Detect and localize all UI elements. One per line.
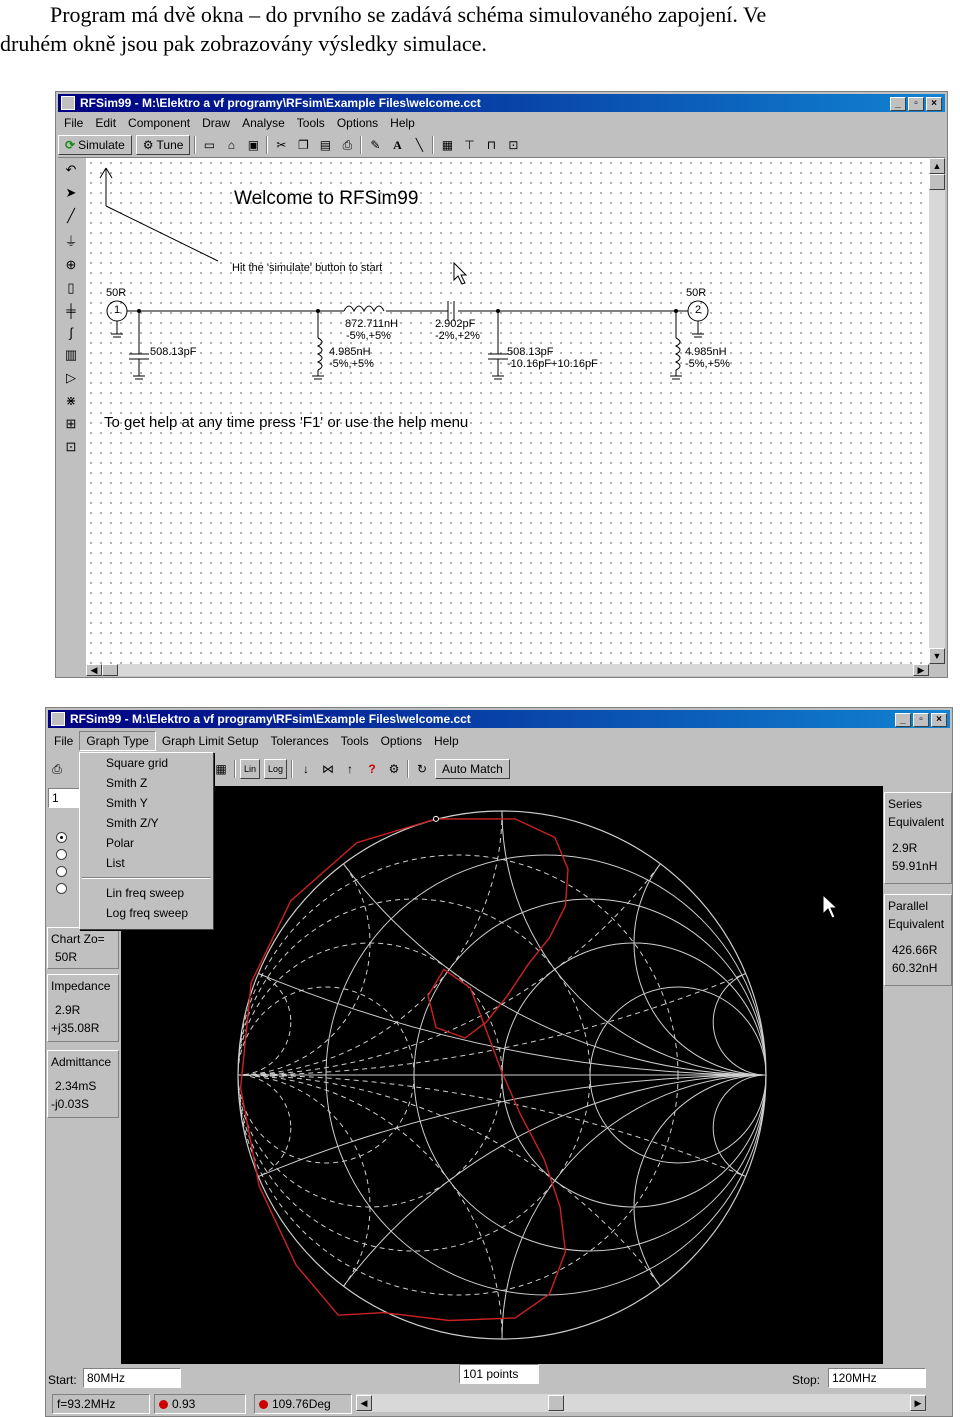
capacitor-icon[interactable]: ╪ xyxy=(66,303,76,318)
schematic-toolbar xyxy=(58,133,945,158)
menu-component[interactable]: Component xyxy=(128,116,191,130)
help-hint: To get help at any time press 'F1' or use the help menu xyxy=(104,414,469,431)
l-series-value: 872.711nH xyxy=(345,318,399,330)
graph-type-list[interactable]: List xyxy=(106,856,125,870)
scroll-up-button[interactable]: ▲ xyxy=(929,158,945,174)
menu-graph-limit-setup[interactable]: Graph Limit Setup xyxy=(161,734,259,748)
log-button[interactable] xyxy=(264,759,287,779)
reactance-arc xyxy=(238,786,883,1075)
print-icon[interactable]: ⎙ xyxy=(342,137,353,152)
schematic-canvas[interactable] xyxy=(86,158,929,664)
slider-right-button[interactable]: ▶ xyxy=(910,1395,926,1411)
parallel-label: Parallel xyxy=(888,899,929,913)
trace-radio-group xyxy=(56,832,67,894)
susceptance-arc xyxy=(121,786,883,1075)
trace-radio-4[interactable] xyxy=(56,883,67,894)
port1-label: 50R xyxy=(106,287,127,299)
menu-options[interactable]: Options xyxy=(336,116,379,130)
simulate-icon: ⟳ xyxy=(65,138,76,152)
parallel-equivalent-panel xyxy=(884,894,952,986)
c-shunt2-tolerance: -10.16pF+10.16pF xyxy=(507,358,598,370)
trace-radio-1[interactable] xyxy=(56,832,67,843)
graph-type-dropdown xyxy=(79,752,214,930)
graph-type-smith-y[interactable]: Smith Y xyxy=(106,796,148,810)
refresh-icon[interactable]: ↻ xyxy=(417,762,428,776)
reactance-arc xyxy=(634,1075,883,1339)
parallel-resistance: 426.66R xyxy=(892,943,938,957)
save-icon[interactable]: ▣ xyxy=(247,138,260,152)
pointer-icon[interactable]: ➤ xyxy=(65,185,77,200)
amplifier-icon[interactable]: ▷ xyxy=(66,370,76,385)
pen-icon[interactable]: ✎ xyxy=(370,138,381,152)
graph-type-square-grid[interactable]: Square grid xyxy=(106,756,169,770)
transformer-icon[interactable]: ▥ xyxy=(64,347,78,362)
auto-match-label: Auto Match xyxy=(442,762,503,776)
resistor-icon[interactable]: ▯ xyxy=(67,280,75,295)
toolbar-separator xyxy=(194,136,196,154)
smith-chart-area[interactable] xyxy=(121,786,883,1364)
admittance-real: 2.34mS xyxy=(55,1079,97,1093)
transmission-line xyxy=(107,301,708,379)
start-label: Start: xyxy=(48,1373,77,1387)
status-frequency xyxy=(52,1394,150,1414)
chart-zo-panel xyxy=(47,927,119,969)
c-series-tolerance: -2%,+2% xyxy=(435,330,480,342)
print-graph-icon[interactable]: ⎙ xyxy=(52,761,62,776)
simulate-button[interactable] xyxy=(58,135,132,155)
susceptance-arc xyxy=(121,1075,766,1364)
frequency-slider[interactable] xyxy=(356,1394,926,1412)
port2-label: 50R xyxy=(686,287,707,299)
series-resistance: 2.9R xyxy=(892,841,918,855)
results-titlebar[interactable] xyxy=(48,710,950,728)
menu-analyse[interactable]: Analyse xyxy=(242,116,285,130)
log-label: Log xyxy=(268,764,284,774)
stop-label: Stop: xyxy=(792,1373,821,1387)
impedance-panel xyxy=(47,974,119,1042)
reactance-arc xyxy=(238,1075,883,1364)
settings-icon[interactable]: ⚙ xyxy=(388,762,400,776)
menu-help[interactable]: Help xyxy=(433,734,459,748)
status-magnitude-value: 0.93 xyxy=(172,1397,196,1411)
slider-thumb[interactable] xyxy=(548,1395,564,1411)
menu-help[interactable]: Help xyxy=(390,116,415,130)
menu-file[interactable]: File xyxy=(54,734,74,748)
graph-type-log-sweep[interactable]: Log freq sweep xyxy=(106,906,189,920)
trace-number-value: 1 xyxy=(52,791,59,805)
impedance-label: Impedance xyxy=(51,979,111,993)
reactance-arc xyxy=(121,786,883,1075)
attenuator-icon[interactable]: ⊞ xyxy=(65,416,77,431)
lin-button[interactable] xyxy=(240,759,260,779)
status-magnitude xyxy=(154,1394,246,1414)
horizontal-scroll-thumb[interactable] xyxy=(102,664,118,676)
tune-icon: ⚙ xyxy=(142,138,154,152)
series-inductance: 59.91nH xyxy=(892,859,938,873)
minimize-button[interactable]: _ xyxy=(890,97,906,111)
chart-zo-value: 50R xyxy=(55,950,78,964)
scroll-down-button[interactable]: ▼ xyxy=(929,648,945,664)
port1-number: 1 xyxy=(114,304,121,316)
impedance-real: 2.9R xyxy=(55,1003,81,1017)
susceptance-arc xyxy=(121,1075,883,1364)
close-button[interactable]: × xyxy=(926,97,942,111)
schematic-title: RFSim99 - M:\Elektro a vf programy\RFsim\Example Files\welcome.cct xyxy=(80,96,481,110)
smith-chart xyxy=(121,786,883,1364)
l-shunt2-tolerance: -5%,+5% xyxy=(685,358,730,370)
points-value: 101 points xyxy=(463,1367,519,1381)
cut-icon[interactable]: ✂ xyxy=(276,138,287,152)
start-frequency-value: 80MHz xyxy=(87,1371,126,1385)
menu-tolerances[interactable]: Tolerances xyxy=(270,734,329,748)
close-button[interactable]: × xyxy=(931,713,947,727)
graph-type-smith-z[interactable]: Smith Z xyxy=(106,776,148,790)
toolbar-separator xyxy=(407,760,409,778)
welcome-title: Welcome to RFSim99 xyxy=(234,188,419,209)
tune-label: Tune xyxy=(156,138,184,152)
open-file-icon[interactable]: ⌂ xyxy=(227,138,236,152)
graph-type-lin-sweep[interactable]: Lin freq sweep xyxy=(106,886,185,900)
toolbar-separator xyxy=(291,760,293,778)
menu-edit[interactable]: Edit xyxy=(95,116,117,130)
trace-radio-2[interactable] xyxy=(56,849,67,860)
menu-separator xyxy=(82,877,211,879)
arrow-up-icon[interactable]: ↑ xyxy=(347,762,354,776)
component-palette xyxy=(60,162,82,455)
wire-icon[interactable]: ╱ xyxy=(67,208,75,223)
series-equivalent-label: Equivalent xyxy=(888,815,945,829)
port2-number: 2 xyxy=(695,304,702,316)
simulate-hint: Hit the 'simulate' button to start xyxy=(232,262,383,274)
menu-draw[interactable]: Draw xyxy=(202,116,231,130)
susceptance-arc xyxy=(121,786,766,1075)
status-angle-value: 109.76Deg xyxy=(272,1397,331,1411)
two-port-icon[interactable]: ⊡ xyxy=(65,439,77,454)
stripline-icon[interactable]: ⊓ xyxy=(486,138,497,152)
admittance-panel xyxy=(47,1050,119,1118)
intro-line-1: Program má dvě okna – do prvního se zadává schéma simulovaného zapojení. Ve xyxy=(50,2,767,27)
trace-radio-3[interactable] xyxy=(56,866,67,877)
text-tool-icon[interactable]: A xyxy=(393,137,402,152)
marker-dot-icon xyxy=(259,1400,268,1409)
reactance-arc xyxy=(502,786,883,1075)
schematic-window xyxy=(55,91,948,678)
new-file-icon[interactable]: ▭ xyxy=(203,138,216,152)
c-shunt2-value: 508.13pF xyxy=(507,346,554,358)
maximize-button[interactable]: ▫ xyxy=(908,97,924,111)
l-shunt2-value: 4.985nH xyxy=(685,346,727,358)
mouse-cursor-icon xyxy=(821,894,841,920)
reactance-arc xyxy=(502,1075,883,1364)
hint-arrow xyxy=(100,168,218,261)
l-series-tolerance: -5%,+5% xyxy=(346,330,391,342)
parallel-equivalent-label: Equivalent xyxy=(888,917,945,931)
toolbar-separator xyxy=(234,760,236,778)
status-frequency-value: f=93.2MHz xyxy=(57,1397,116,1411)
app-icon xyxy=(61,96,75,110)
l-shunt1-value: 4.985nH xyxy=(329,346,371,358)
coupler-icon[interactable]: ⋇ xyxy=(65,393,77,408)
results-window xyxy=(45,707,953,1417)
l-shunt1-tolerance: -5%,+5% xyxy=(329,358,374,370)
scroll-left-button[interactable]: ◀ xyxy=(86,664,102,676)
impedance-imag: +j35.08R xyxy=(51,1021,100,1035)
query-icon[interactable]: ? xyxy=(368,762,376,776)
status-angle xyxy=(254,1394,352,1414)
line-tool-icon[interactable]: ╲ xyxy=(415,138,424,152)
ground-icon[interactable]: ⏚ xyxy=(64,234,78,249)
reactance-arc xyxy=(634,811,883,1075)
auto-match-button[interactable] xyxy=(435,759,510,779)
admittance-imag: -j0.03S xyxy=(51,1097,90,1111)
marker-icon[interactable]: ⋈ xyxy=(322,762,335,776)
simulate-label: Simulate xyxy=(78,138,125,152)
graph-type-smith-zy[interactable]: Smith Z/Y xyxy=(106,816,159,830)
app-icon xyxy=(51,712,65,726)
scroll-thumb[interactable] xyxy=(929,174,945,190)
series-equivalent-panel xyxy=(884,792,952,884)
schematic-drawing xyxy=(86,158,929,664)
results-title: RFSim99 - M:\Elektro a vf programy\RFsim\Example Files\welcome.cct xyxy=(70,712,471,726)
series-label: Series xyxy=(888,797,923,811)
paste-icon[interactable]: ▤ xyxy=(319,138,332,152)
schematic-vertical-scrollbar[interactable] xyxy=(929,158,945,664)
toolbar-separator xyxy=(360,136,362,154)
trace-number-field[interactable] xyxy=(48,788,80,808)
intro-line-2: druhém okně jsou pak zobrazovány výsledky simulace. xyxy=(0,31,487,56)
table-icon[interactable]: ▦ xyxy=(215,762,227,776)
calculator-icon[interactable]: ▦ xyxy=(441,138,454,152)
marker-dot-icon xyxy=(159,1400,168,1409)
menu-tools[interactable]: Tools xyxy=(296,116,325,130)
c-series-value: 2.902pF xyxy=(435,318,476,330)
maximize-button[interactable]: ▫ xyxy=(913,713,929,727)
inductor-icon[interactable]: ∫ xyxy=(69,325,73,340)
scroll-right-button[interactable]: ▶ xyxy=(913,664,929,676)
results-menubar xyxy=(48,731,950,751)
slider-left-button[interactable]: ◀ xyxy=(356,1395,372,1411)
arrow-down-icon[interactable]: ↓ xyxy=(303,762,310,776)
chart-zo-label: Chart Zo= xyxy=(51,932,105,946)
menu-tools[interactable]: Tools xyxy=(340,734,369,748)
graph-type-polar[interactable]: Polar xyxy=(106,836,135,850)
schematic-menubar xyxy=(58,113,945,133)
stop-frequency-value: 120MHz xyxy=(832,1371,877,1385)
toolbar-separator xyxy=(266,136,268,154)
lin-label: Lin xyxy=(244,764,257,774)
points-field[interactable] xyxy=(459,1364,539,1384)
mouse-cursor-icon xyxy=(454,263,466,284)
c1-value: 508.13pF xyxy=(150,346,197,358)
rotate-icon[interactable]: ↶ xyxy=(65,162,77,177)
menu-file[interactable]: File xyxy=(64,116,84,130)
copy-icon[interactable]: ❐ xyxy=(298,138,309,152)
admittance-label: Admittance xyxy=(51,1055,112,1069)
minimize-button[interactable]: _ xyxy=(895,713,911,727)
menu-graph-type[interactable]: Graph Type xyxy=(79,731,155,751)
port-icon[interactable]: ⊕ xyxy=(65,257,77,272)
intro-text xyxy=(0,0,960,58)
tune-button[interactable] xyxy=(136,135,191,155)
start-frequency-field[interactable] xyxy=(83,1368,181,1388)
component-icon[interactable]: ⊤ xyxy=(464,138,475,152)
zoom-icon[interactable]: ⊡ xyxy=(508,138,519,152)
menu-options[interactable]: Options xyxy=(380,734,422,748)
trace-marker[interactable] xyxy=(434,816,439,821)
toolbar-separator xyxy=(432,136,434,154)
reactance-arc xyxy=(121,1075,883,1364)
schematic-horizontal-scrollbar[interactable] xyxy=(86,664,929,676)
schematic-titlebar[interactable] xyxy=(58,94,945,112)
parallel-inductance: 60.32nH xyxy=(892,961,938,975)
stop-frequency-field[interactable] xyxy=(828,1368,926,1388)
